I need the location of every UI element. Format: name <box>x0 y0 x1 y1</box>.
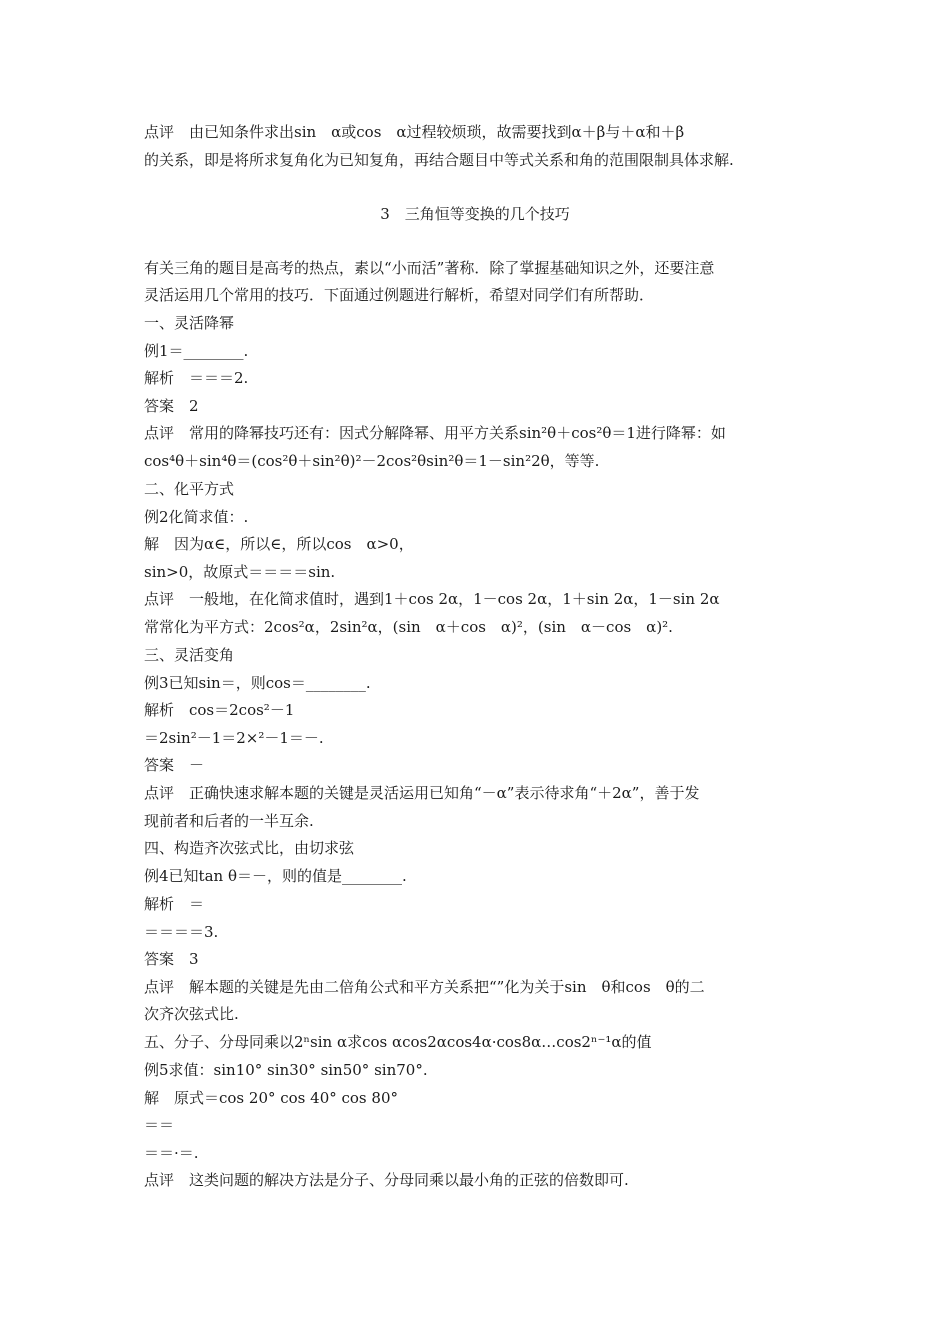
example-text: 例4已知tan θ＝－，则的值是________. <box>144 867 407 885</box>
example-text: 例2化简求值：. <box>144 508 249 526</box>
solution-text: ＝＝ <box>144 1116 175 1134</box>
section-title: 3 三角恒等变换的几个技巧 <box>380 205 570 223</box>
analysis-text: 解析 cos＝2cos²－1 <box>144 701 295 719</box>
remark-text: 点评 由已知条件求出sin α或cos α过程较烦琐，故需要找到α＋β与＋α和＋β <box>144 123 685 141</box>
example-text: 例3已知sin＝，则cos＝________. <box>144 674 371 692</box>
remark-text: 常常化为平方式：2cos²α，2sin²α，(sin α＋cos α)²，(sin α－cos α)². <box>144 618 673 636</box>
remark-text: 点评 解本题的关键是先由二倍角公式和平方关系把“”化为关于sin θ和cos θ的二 <box>144 978 705 996</box>
answer-text: 答案 － <box>144 756 205 774</box>
solution-text: sin>0，故原式＝＝＝＝sin. <box>144 563 336 581</box>
subsection-heading: 一、灵活降幂 <box>144 314 235 332</box>
remark-text: 点评 常用的降幂技巧还有：因式分解降幂、用平方关系sin²θ＋cos²θ＝1进行降幂：如 <box>144 424 726 442</box>
remark-text: 点评 一般地，在化简求值时，遇到1＋cos 2α，1－cos 2α，1＋sin 2α，1－sin 2α <box>144 590 720 608</box>
solution-text: 解 原式＝cos 20° cos 40° cos 80° <box>144 1089 398 1107</box>
intro-text: 灵活运用几个常用的技巧．下面通过例题进行解析，希望对同学们有所帮助． <box>144 286 655 304</box>
remark-text: 的关系，即是将所求复角化为已知复角，再结合题目中等式关系和角的范围限制具体求解. <box>144 151 734 169</box>
remark-text: 现前者和后者的一半互余. <box>144 812 314 830</box>
remark-text: 点评 这类问题的解决方法是分子、分母同乘以最小角的正弦的倍数即可. <box>144 1171 629 1189</box>
remark-text: cos⁴θ＋sin⁴θ＝(cos²θ＋sin²θ)²－2cos²θsin²θ＝1－sin²2θ，等等. <box>144 452 600 470</box>
subsection-heading: 五、分子、分母同乘以2ⁿsin α求cos αcos2αcos4α·cos8α…cos2ⁿ⁻¹α的值 <box>144 1033 652 1051</box>
remark-text: 点评 正确快速求解本题的关键是灵活运用已知角“－α”表示待求角“＋2α”，善于发 <box>144 784 700 802</box>
subsection-heading: 四、构造齐次弦式比，由切求弦 <box>144 839 355 857</box>
solution-text: ＝＝·＝. <box>144 1144 199 1162</box>
intro-text: 有关三角的题目是高考的热点，素以“小而活”著称．除了掌握基础知识之外，还要注意 <box>144 259 715 277</box>
analysis-text: 解析 ＝＝＝2. <box>144 369 249 387</box>
subsection-heading: 三、灵活变角 <box>144 646 235 664</box>
answer-text: 答案 2 <box>144 397 199 415</box>
example-text: 例1＝________. <box>144 342 249 360</box>
analysis-text: ＝＝＝＝3. <box>144 923 219 941</box>
solution-text: 解 因为α∈，所以∈，所以cos α>0， <box>144 535 414 553</box>
analysis-text: 解析 ＝ <box>144 895 205 913</box>
example-text: 例5求值：sin10° sin30° sin50° sin70°. <box>144 1061 428 1079</box>
answer-text: 答案 3 <box>144 950 199 968</box>
remark-text: 次齐次弦式比. <box>144 1005 239 1023</box>
subsection-heading: 二、化平方式 <box>144 480 235 498</box>
analysis-text: ＝2sin²－1＝2×²－1＝－. <box>144 729 324 747</box>
